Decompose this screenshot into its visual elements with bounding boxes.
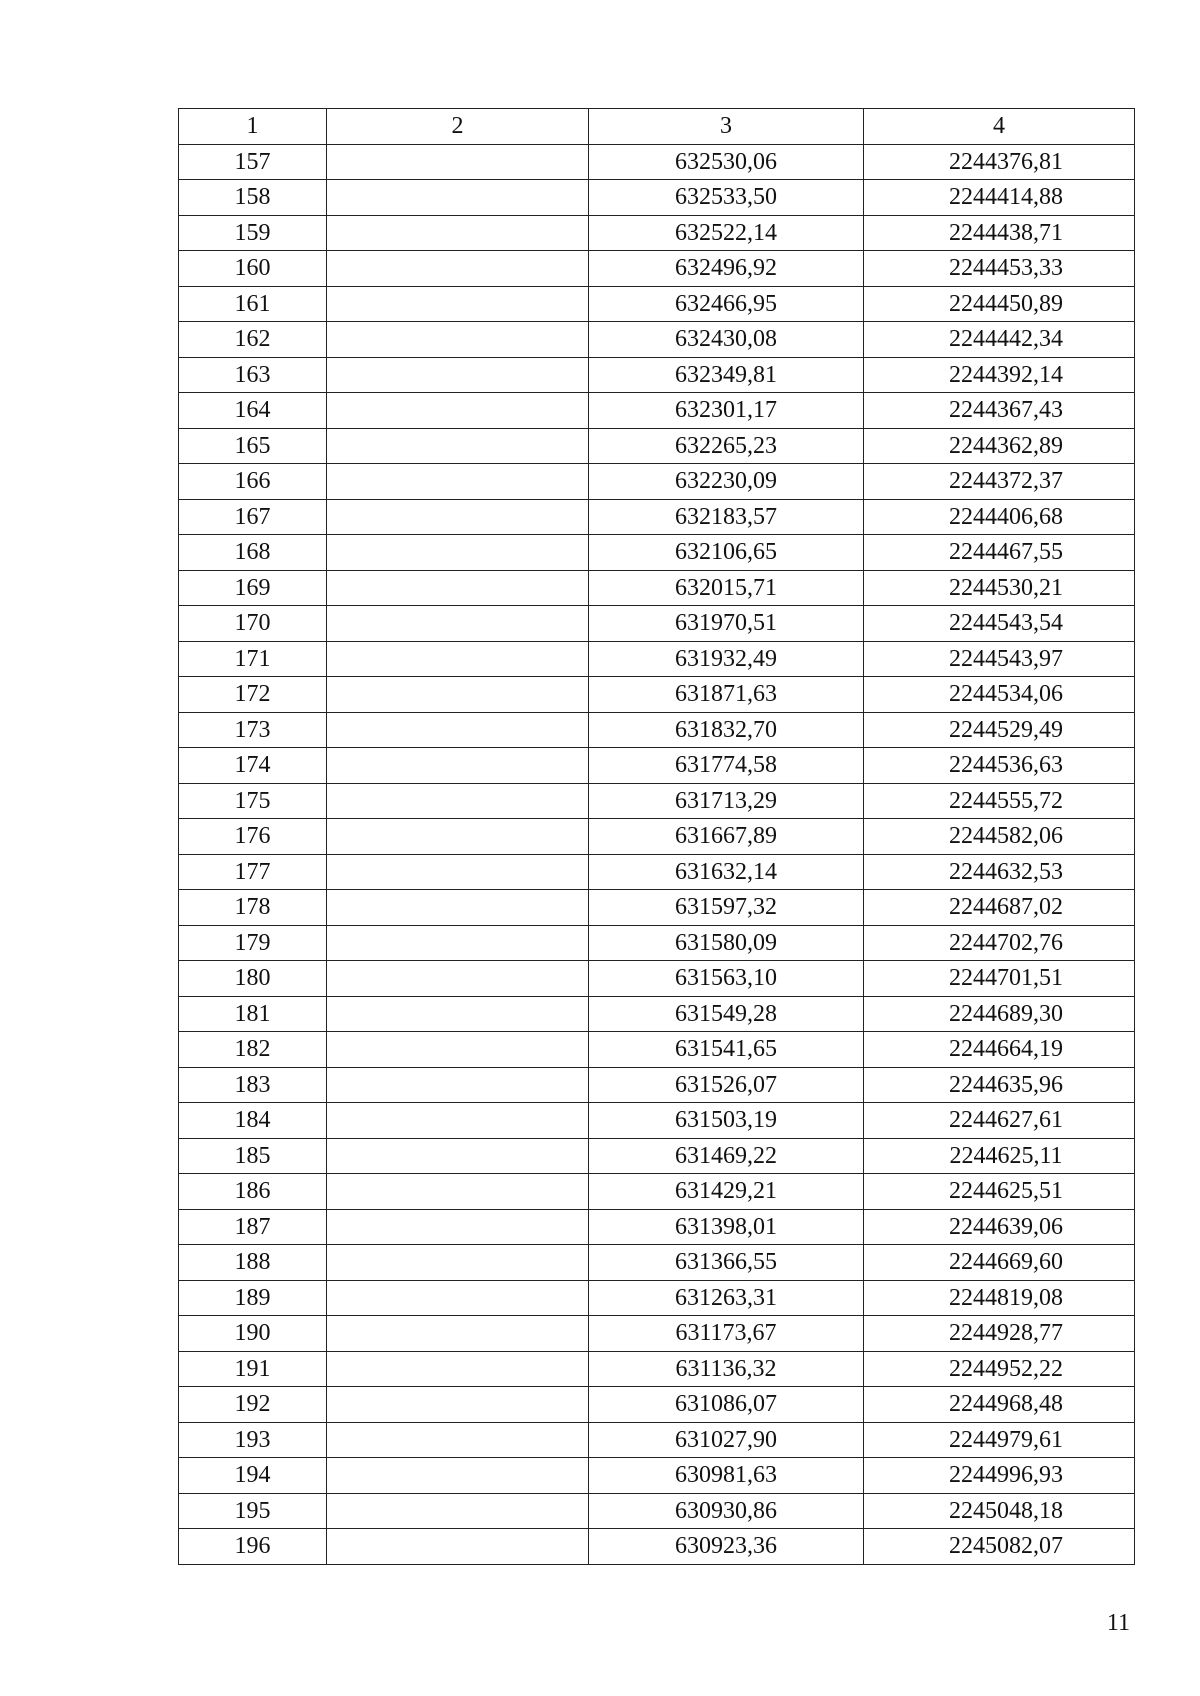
coordinate-y-cell: 2244625,51 xyxy=(864,1174,1135,1210)
coordinate-x-cell: 631549,28 xyxy=(589,996,864,1032)
empty-cell xyxy=(327,1138,589,1174)
coordinate-y-cell: 2244582,06 xyxy=(864,819,1135,855)
empty-cell xyxy=(327,215,589,251)
point-number-cell: 174 xyxy=(179,748,327,784)
coordinate-y-cell: 2244639,06 xyxy=(864,1209,1135,1245)
coordinate-x-cell: 632301,17 xyxy=(589,393,864,429)
coordinate-x-cell: 631932,49 xyxy=(589,641,864,677)
coordinate-y-cell: 2244414,88 xyxy=(864,180,1135,216)
column-header-4: 4 xyxy=(864,109,1135,145)
table-row xyxy=(179,535,1135,571)
coordinate-x-cell: 631469,22 xyxy=(589,1138,864,1174)
point-number-cell: 165 xyxy=(179,428,327,464)
coordinate-x-cell: 632496,92 xyxy=(589,251,864,287)
coordinate-x-cell: 631632,14 xyxy=(589,854,864,890)
table-row xyxy=(179,712,1135,748)
point-number-cell: 157 xyxy=(179,144,327,180)
table-row xyxy=(179,499,1135,535)
coordinate-y-cell: 2244453,33 xyxy=(864,251,1135,287)
coordinate-y-cell: 2244968,48 xyxy=(864,1387,1135,1423)
point-number-cell: 192 xyxy=(179,1387,327,1423)
coordinate-y-cell: 2244928,77 xyxy=(864,1316,1135,1352)
point-number-cell: 171 xyxy=(179,641,327,677)
empty-cell xyxy=(327,535,589,571)
table-row xyxy=(179,428,1135,464)
coordinate-y-cell: 2244543,54 xyxy=(864,606,1135,642)
table-row xyxy=(179,1422,1135,1458)
table-row xyxy=(179,570,1135,606)
coordinate-y-cell: 2244996,93 xyxy=(864,1458,1135,1494)
coordinate-y-cell: 2244702,76 xyxy=(864,925,1135,961)
coordinate-y-cell: 2244376,81 xyxy=(864,144,1135,180)
empty-cell xyxy=(327,1422,589,1458)
coordinate-x-cell: 631398,01 xyxy=(589,1209,864,1245)
coordinate-y-cell: 2244543,97 xyxy=(864,641,1135,677)
empty-cell xyxy=(327,393,589,429)
point-number-cell: 170 xyxy=(179,606,327,642)
coordinate-x-cell: 632466,95 xyxy=(589,286,864,322)
coordinate-y-cell: 2244450,89 xyxy=(864,286,1135,322)
table-row xyxy=(179,677,1135,713)
point-number-cell: 188 xyxy=(179,1245,327,1281)
empty-cell xyxy=(327,996,589,1032)
empty-cell xyxy=(327,1493,589,1529)
empty-cell xyxy=(327,677,589,713)
point-number-cell: 177 xyxy=(179,854,327,890)
page-number: 11 xyxy=(1106,1610,1130,1636)
coordinate-x-cell: 630930,86 xyxy=(589,1493,864,1529)
empty-cell xyxy=(327,606,589,642)
coordinate-y-cell: 2244530,21 xyxy=(864,570,1135,606)
table-body xyxy=(179,144,1135,1564)
empty-cell xyxy=(327,1351,589,1387)
empty-cell xyxy=(327,1209,589,1245)
empty-cell xyxy=(327,464,589,500)
table-row xyxy=(179,1351,1135,1387)
coordinate-y-cell: 2244362,89 xyxy=(864,428,1135,464)
point-number-cell: 168 xyxy=(179,535,327,571)
empty-cell xyxy=(327,180,589,216)
table-row xyxy=(179,1280,1135,1316)
table-row xyxy=(179,890,1135,926)
coordinate-y-cell: 2244467,55 xyxy=(864,535,1135,571)
table-row xyxy=(179,357,1135,393)
table-row xyxy=(179,215,1135,251)
point-number-cell: 186 xyxy=(179,1174,327,1210)
coordinate-x-cell: 632349,81 xyxy=(589,357,864,393)
coordinate-x-cell: 631086,07 xyxy=(589,1387,864,1423)
empty-cell xyxy=(327,357,589,393)
table-row xyxy=(179,748,1135,784)
coordinate-y-cell: 2244442,34 xyxy=(864,322,1135,358)
coordinate-x-cell: 631563,10 xyxy=(589,961,864,997)
coordinate-x-cell: 632183,57 xyxy=(589,499,864,535)
point-number-cell: 175 xyxy=(179,783,327,819)
empty-cell xyxy=(327,1458,589,1494)
table-row xyxy=(179,641,1135,677)
coordinate-x-cell: 630981,63 xyxy=(589,1458,864,1494)
table-row xyxy=(179,1245,1135,1281)
table-header-row xyxy=(179,109,1135,145)
point-number-cell: 193 xyxy=(179,1422,327,1458)
table-row xyxy=(179,606,1135,642)
empty-cell xyxy=(327,1387,589,1423)
empty-cell xyxy=(327,322,589,358)
coordinate-x-cell: 631970,51 xyxy=(589,606,864,642)
empty-cell xyxy=(327,1529,589,1565)
empty-cell xyxy=(327,1032,589,1068)
coordinate-x-cell: 631871,63 xyxy=(589,677,864,713)
table-row xyxy=(179,1316,1135,1352)
coordinate-x-cell: 632265,23 xyxy=(589,428,864,464)
coordinate-y-cell: 2244555,72 xyxy=(864,783,1135,819)
coordinate-x-cell: 631580,09 xyxy=(589,925,864,961)
coordinate-x-cell: 631667,89 xyxy=(589,819,864,855)
coordinate-x-cell: 631713,29 xyxy=(589,783,864,819)
table-row xyxy=(179,1493,1135,1529)
point-number-cell: 190 xyxy=(179,1316,327,1352)
point-number-cell: 183 xyxy=(179,1067,327,1103)
table-row xyxy=(179,854,1135,890)
table-row xyxy=(179,1174,1135,1210)
point-number-cell: 164 xyxy=(179,393,327,429)
coordinate-y-cell: 2244367,43 xyxy=(864,393,1135,429)
empty-cell xyxy=(327,570,589,606)
empty-cell xyxy=(327,251,589,287)
table-row xyxy=(179,819,1135,855)
empty-cell xyxy=(327,1316,589,1352)
point-number-cell: 162 xyxy=(179,322,327,358)
coordinate-y-cell: 2245082,07 xyxy=(864,1529,1135,1565)
table-row xyxy=(179,996,1135,1032)
table-row xyxy=(179,286,1135,322)
empty-cell xyxy=(327,1067,589,1103)
coordinate-x-cell: 632015,71 xyxy=(589,570,864,606)
coordinate-x-cell: 632430,08 xyxy=(589,322,864,358)
point-number-cell: 160 xyxy=(179,251,327,287)
table-row xyxy=(179,925,1135,961)
table-row xyxy=(179,144,1135,180)
coordinate-y-cell: 2244689,30 xyxy=(864,996,1135,1032)
coordinate-x-cell: 632530,06 xyxy=(589,144,864,180)
point-number-cell: 161 xyxy=(179,286,327,322)
coordinate-x-cell: 631136,32 xyxy=(589,1351,864,1387)
coordinate-y-cell: 2244632,53 xyxy=(864,854,1135,890)
empty-cell xyxy=(327,1174,589,1210)
coordinate-x-cell: 630923,36 xyxy=(589,1529,864,1565)
table-row xyxy=(179,1529,1135,1565)
point-number-cell: 172 xyxy=(179,677,327,713)
coordinate-x-cell: 631027,90 xyxy=(589,1422,864,1458)
table-row xyxy=(179,1138,1135,1174)
point-number-cell: 159 xyxy=(179,215,327,251)
empty-cell xyxy=(327,925,589,961)
coordinate-x-cell: 632230,09 xyxy=(589,464,864,500)
point-number-cell: 180 xyxy=(179,961,327,997)
empty-cell xyxy=(327,1245,589,1281)
coordinate-y-cell: 2245048,18 xyxy=(864,1493,1135,1529)
table-row xyxy=(179,1067,1135,1103)
coordinate-y-cell: 2244687,02 xyxy=(864,890,1135,926)
point-number-cell: 187 xyxy=(179,1209,327,1245)
table-row xyxy=(179,783,1135,819)
table-row xyxy=(179,1458,1135,1494)
coordinate-y-cell: 2244534,06 xyxy=(864,677,1135,713)
point-number-cell: 189 xyxy=(179,1280,327,1316)
empty-cell xyxy=(327,1280,589,1316)
coordinate-y-cell: 2244392,14 xyxy=(864,357,1135,393)
point-number-cell: 184 xyxy=(179,1103,327,1139)
coordinate-y-cell: 2244635,96 xyxy=(864,1067,1135,1103)
coordinate-y-cell: 2244669,60 xyxy=(864,1245,1135,1281)
point-number-cell: 173 xyxy=(179,712,327,748)
empty-cell xyxy=(327,1103,589,1139)
coordinate-y-cell: 2244664,19 xyxy=(864,1032,1135,1068)
point-number-cell: 158 xyxy=(179,180,327,216)
point-number-cell: 169 xyxy=(179,570,327,606)
point-number-cell: 167 xyxy=(179,499,327,535)
coordinate-y-cell: 2244406,68 xyxy=(864,499,1135,535)
empty-cell xyxy=(327,499,589,535)
point-number-cell: 166 xyxy=(179,464,327,500)
empty-cell xyxy=(327,961,589,997)
point-number-cell: 195 xyxy=(179,1493,327,1529)
empty-cell xyxy=(327,144,589,180)
point-number-cell: 185 xyxy=(179,1138,327,1174)
column-header-1: 1 xyxy=(179,109,327,145)
table-row xyxy=(179,1387,1135,1423)
coordinate-x-cell: 631366,55 xyxy=(589,1245,864,1281)
coordinate-y-cell: 2244627,61 xyxy=(864,1103,1135,1139)
empty-cell xyxy=(327,890,589,926)
coordinate-y-cell: 2244819,08 xyxy=(864,1280,1135,1316)
point-number-cell: 176 xyxy=(179,819,327,855)
coordinate-x-cell: 632522,14 xyxy=(589,215,864,251)
table-row xyxy=(179,464,1135,500)
coordinate-x-cell: 631173,67 xyxy=(589,1316,864,1352)
coordinate-x-cell: 631429,21 xyxy=(589,1174,864,1210)
coordinates-table xyxy=(178,108,1135,1565)
point-number-cell: 191 xyxy=(179,1351,327,1387)
point-number-cell: 182 xyxy=(179,1032,327,1068)
coordinate-x-cell: 631832,70 xyxy=(589,712,864,748)
coordinate-x-cell: 632106,65 xyxy=(589,535,864,571)
point-number-cell: 181 xyxy=(179,996,327,1032)
table-row xyxy=(179,1103,1135,1139)
table-row xyxy=(179,1032,1135,1068)
coordinate-y-cell: 2244536,63 xyxy=(864,748,1135,784)
coordinate-x-cell: 631774,58 xyxy=(589,748,864,784)
empty-cell xyxy=(327,819,589,855)
table-row xyxy=(179,251,1135,287)
coordinate-y-cell: 2244701,51 xyxy=(864,961,1135,997)
coordinate-y-cell: 2244438,71 xyxy=(864,215,1135,251)
empty-cell xyxy=(327,712,589,748)
table-row xyxy=(179,961,1135,997)
empty-cell xyxy=(327,854,589,890)
coordinate-x-cell: 631541,65 xyxy=(589,1032,864,1068)
coordinate-y-cell: 2244979,61 xyxy=(864,1422,1135,1458)
table-row xyxy=(179,180,1135,216)
empty-cell xyxy=(327,783,589,819)
table-row xyxy=(179,322,1135,358)
coordinate-y-cell: 2244625,11 xyxy=(864,1138,1135,1174)
point-number-cell: 179 xyxy=(179,925,327,961)
empty-cell xyxy=(327,428,589,464)
coordinate-x-cell: 631503,19 xyxy=(589,1103,864,1139)
empty-cell xyxy=(327,641,589,677)
point-number-cell: 178 xyxy=(179,890,327,926)
empty-cell xyxy=(327,286,589,322)
coordinate-y-cell: 2244529,49 xyxy=(864,712,1135,748)
point-number-cell: 163 xyxy=(179,357,327,393)
point-number-cell: 196 xyxy=(179,1529,327,1565)
coordinate-x-cell: 632533,50 xyxy=(589,180,864,216)
point-number-cell: 194 xyxy=(179,1458,327,1494)
coordinate-x-cell: 631526,07 xyxy=(589,1067,864,1103)
table-row xyxy=(179,1209,1135,1245)
column-header-3: 3 xyxy=(589,109,864,145)
coordinate-y-cell: 2244372,37 xyxy=(864,464,1135,500)
column-header-2: 2 xyxy=(327,109,589,145)
coordinate-x-cell: 631263,31 xyxy=(589,1280,864,1316)
coordinate-x-cell: 631597,32 xyxy=(589,890,864,926)
coordinate-y-cell: 2244952,22 xyxy=(864,1351,1135,1387)
table-row xyxy=(179,393,1135,429)
empty-cell xyxy=(327,748,589,784)
